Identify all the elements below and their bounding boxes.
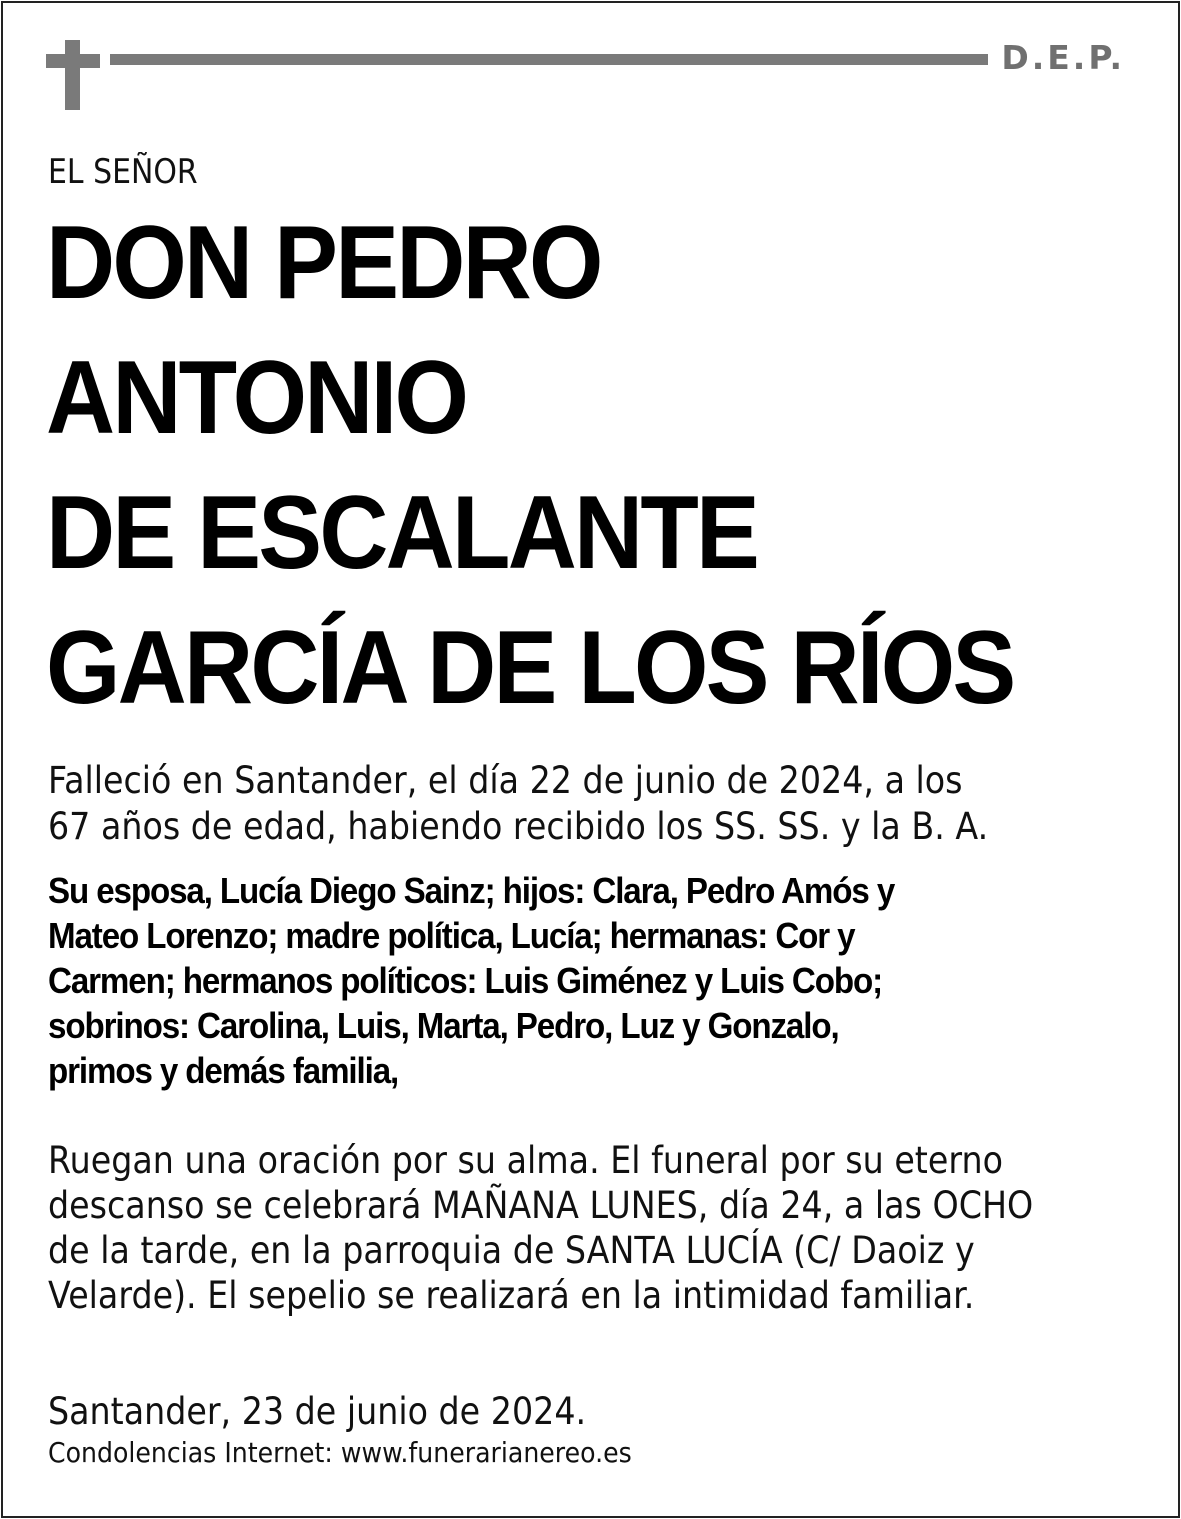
text-line: Falleció en Santander, el día 22 de junio de 2024, a los — [48, 759, 963, 802]
condolences-line: Condolencias Internet: www.funerarianereo.es — [48, 1436, 632, 1469]
deceased-prefix: EL SEÑOR — [48, 152, 198, 192]
text-line: de la tarde, en la parroquia de SANTA LUCÍA (C/ Daoiz y — [48, 1229, 975, 1272]
cross-icon — [46, 40, 100, 110]
text-line: 67 años de edad, habiendo recibido los SS. SS. y la B. A. — [48, 805, 989, 848]
name-line: DE ESCALANTE — [46, 475, 758, 591]
header-rule — [110, 54, 988, 65]
place-date: Santander, 23 de junio de 2024. — [48, 1390, 587, 1433]
text-line: Ruegan una oración por su alma. El funeral por su eterno — [48, 1139, 1003, 1182]
name-line: DON PEDRO — [46, 205, 601, 321]
name-line: GARCÍA DE LOS RÍOS — [46, 610, 1014, 726]
text-line: Mateo Lorenzo; madre política, Lucía; hermanas: Cor y — [48, 915, 855, 956]
dep-badge: D.E.P. — [1001, 38, 1125, 77]
name-line: ANTONIO — [46, 340, 467, 456]
text-line: Su esposa, Lucía Diego Sainz; hijos: Clara, Pedro Amós y — [48, 870, 895, 911]
text-line: sobrinos: Carolina, Luis, Marta, Pedro, Luz y Gonzalo, — [48, 1005, 839, 1046]
text-line: Carmen; hermanos políticos: Luis Giménez y Luis Cobo; — [48, 960, 883, 1001]
family-list — [48, 868, 894, 1093]
funeral-details — [48, 1138, 1033, 1318]
death-notice — [48, 758, 988, 850]
text-line: Velarde). El sepelio se realizará en la intimidad familiar. — [48, 1274, 975, 1317]
deceased-name — [46, 196, 1013, 736]
text-line: descanso se celebrará MAÑANA LUNES, día 24, a las OCHO — [48, 1184, 1034, 1227]
text-line: primos y demás familia, — [48, 1050, 399, 1091]
